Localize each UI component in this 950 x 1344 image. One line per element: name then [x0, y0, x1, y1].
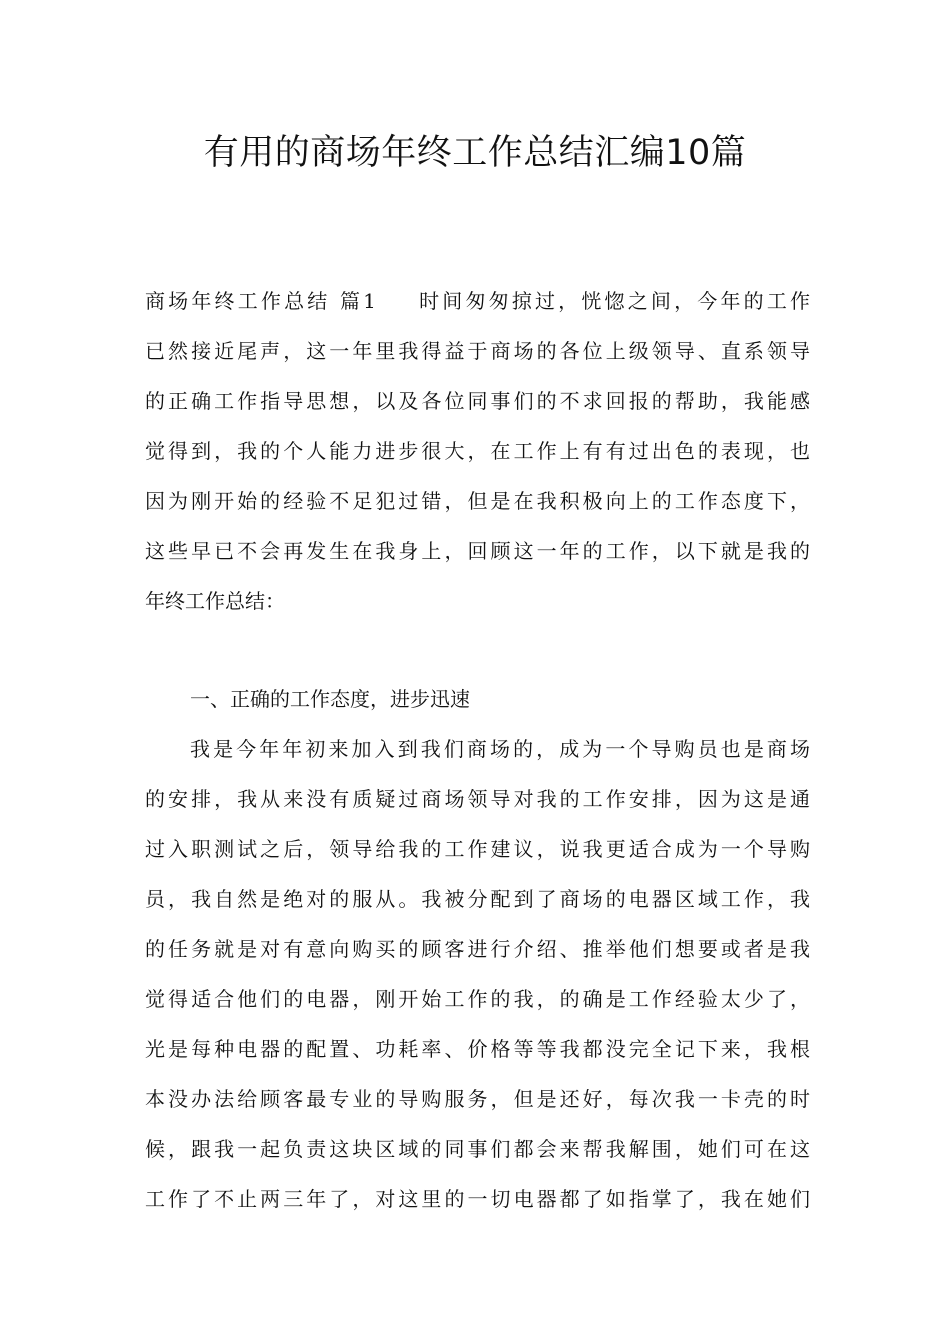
paragraph-line: 我是今年年初来加入到我们商场的，成为一个导购员也是商场 — [190, 737, 810, 761]
paragraph-line: 因为刚开始的经验不足犯过错，但是在我积极向上的工作态度下， — [145, 489, 810, 513]
paragraph-line: 的正确工作指导思想，以及各位同事们的不求回报的帮助，我能感 — [145, 389, 810, 413]
paragraph-line: 觉得适合他们的电器，刚开始工作的我，的确是工作经验太少了， — [145, 987, 810, 1011]
section-1-first-line-text: 时间匆匆掠过，恍惚之间，今年的工作 — [415, 289, 810, 313]
paragraph-line: 的任务就是对有意向购买的顾客进行介绍、推举他们想要或者是我 — [145, 937, 810, 961]
paragraph-line: 候，跟我一起负责这块区域的同事们都会来帮我解围，她们可在这 — [145, 1137, 810, 1161]
section-1-first-line — [145, 283, 810, 319]
section-1-heading: 商场年终工作总结 篇1 — [145, 289, 376, 313]
paragraph-line: 这些早已不会再发生在我身上，回顾这一年的工作，以下就是我的 — [145, 539, 810, 563]
section-subheading: 一、正确的工作态度，进步迅速 — [190, 687, 470, 711]
paragraph-line: 员，我自然是绝对的服从。我被分配到了商场的电器区域工作，我 — [145, 887, 810, 911]
paragraph-line: 工作了不止两三年了，对这里的一切电器都了如指掌了，我在她们 — [145, 1187, 810, 1211]
document-title: 有用的商场年终工作总结汇编10篇 — [203, 133, 747, 173]
paragraph-line: 过入职测试之后，领导给我的工作建议，说我更适合成为一个导购 — [145, 837, 810, 861]
paragraph-line: 觉得到，我的个人能力进步很大，在工作上有有过出色的表现，也 — [145, 439, 810, 463]
paragraph-line: 本没办法给顾客最专业的导购服务，但是还好，每次我一卡壳的时 — [145, 1087, 810, 1111]
paragraph-line: 光是每种电器的配置、功耗率、价格等等我都没完全记下来，我根 — [145, 1037, 810, 1061]
paragraph-line: 已然接近尾声，这一年里我得益于商场的各位上级领导、直系领导 — [145, 339, 810, 363]
paragraph-line: 的安排，我从来没有质疑过商场领导对我的工作安排，因为这是通 — [145, 787, 810, 811]
paragraph-line: 年终工作总结： — [145, 589, 285, 613]
